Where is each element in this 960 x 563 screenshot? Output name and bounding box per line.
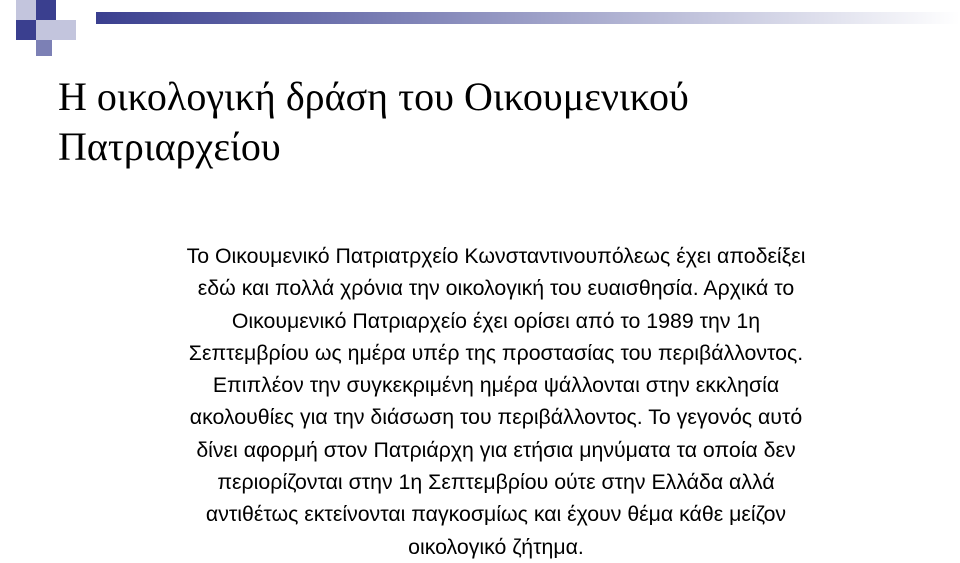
body-line: αντιθέτως εκτείνονται παγκοσμίως και έχουν θέμα κάθε μείζον: [205, 502, 787, 527]
body-line: δίνει αφορμή στον Πατριάρχη για ετήσια μηνύματα τα οποία δεν: [196, 437, 796, 462]
body-line: Οικουμενικό Πατριαρχείο έχει ορίσει από το 1989 την 1η: [231, 308, 761, 333]
decor-square: [36, 20, 56, 40]
decor-square: [56, 20, 76, 40]
slide-body-paragraph: [86, 240, 906, 563]
slide-title-line-2: Πατριαρχείου: [58, 124, 281, 169]
slide-title: [58, 72, 918, 172]
decor-square: [16, 0, 36, 20]
body-line: εδώ και πολλά χρόνια την οικολογική του ευαισθησία. Αρχικά το: [197, 276, 795, 301]
body-line: ακολουθίες για την διάσωση του περιβάλλοντος. Το γεγονός αυτό: [189, 405, 803, 430]
decor-square: [16, 20, 36, 40]
slide-title-line-1: Η οικολογική δράση του Οικουμενικού: [58, 74, 689, 119]
body-line: περιορίζονται στην 1η Σεπτεμβρίου ούτε στην Ελλάδα αλλά: [217, 470, 775, 495]
body-line: Επιπλέον την συγκεκριμένη ημέρα ψάλλονται στην εκκλησία: [212, 373, 780, 398]
body-line: Σεπτεμβρίου ως ημέρα υπέρ της προστασίας του περιβάλλοντος.: [188, 340, 804, 365]
body-line: Το Οικουμενικό Πατριατρχείο Κωνσταντινουπόλεως έχει αποδείξει: [186, 244, 806, 268]
body-line: οικολογικό ζήτημα.: [408, 534, 584, 559]
slide-header-decoration: [0, 0, 960, 56]
decor-square: [36, 0, 56, 20]
header-gradient-bar: [96, 12, 960, 24]
decor-square: [36, 40, 52, 56]
